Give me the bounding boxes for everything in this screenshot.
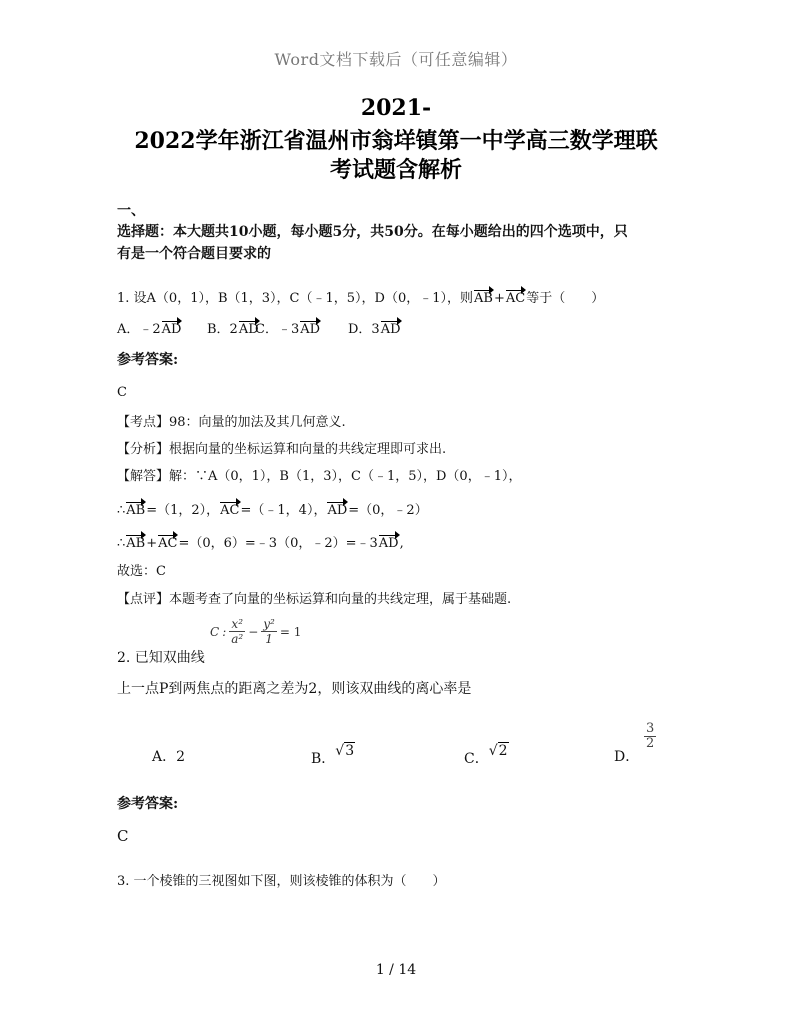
q1-step1-therefore: ∴ — [117, 503, 126, 518]
q1-answer-label: 参考答案: — [117, 352, 179, 368]
q1-conclusion: 故选：C — [117, 564, 166, 579]
q2-option-a: A．2 — [152, 749, 186, 765]
q1-jieda: 【解答】解：∵A（0，1），B（1，3），C（﹣1，5），D（0，﹣1）， — [117, 469, 522, 484]
section-instructions-line2: 有是一个符合题目要求的 — [117, 246, 271, 262]
title-line-2: 2022学年浙江省温州市翁垟镇第一中学高三数学理联 — [134, 128, 658, 154]
q1-step2-value: =（0，6）=﹣3（0，﹣2）=﹣3 — [178, 536, 378, 551]
q1-step2-vector-ad: AD — [378, 536, 399, 551]
q2-eq-a2: a² — [231, 632, 244, 646]
q2-option-c-radicand: 2 — [498, 743, 508, 759]
q2-eq-x-fraction — [229, 617, 245, 646]
q1-option-b — [207, 318, 260, 337]
q1-step1 — [117, 499, 428, 518]
q2-option-b — [311, 740, 355, 767]
page-number: 1 / 14 — [375, 962, 417, 978]
section-number: 一、 — [117, 203, 145, 219]
q1-step2-vector-ab: AB — [126, 536, 146, 551]
q2-line2: 上一点P到两焦点的距离之差为2，则该双曲线的离心率是 — [117, 681, 472, 697]
q2-eq-x2: x² — [231, 617, 243, 631]
q3-text: 3. 一个棱锥的三视图如下图，则该棱锥的体积为（ ） — [117, 874, 446, 889]
q1-vector-ab: AB — [474, 291, 493, 306]
q1-option-c-label: C．﹣3 — [255, 322, 300, 337]
q1-option-d — [348, 318, 402, 337]
q1-option-c-vector: AD — [300, 322, 321, 337]
q2-eq-c: C — [210, 624, 220, 639]
q1-step2-vector-ac: AC — [158, 536, 178, 551]
q2-option-d-denominator: 2 — [646, 736, 655, 751]
q2-option-c-sqrt: √2 — [488, 743, 508, 759]
q1-option-d-label: D．3 — [348, 322, 380, 337]
q1-option-a — [117, 318, 182, 337]
q1-option-b-label: B．2 — [207, 322, 238, 337]
page-header: Word文档下载后（可任意编辑） — [274, 50, 518, 69]
q2-option-c — [464, 740, 509, 767]
q1-step2-plus: + — [146, 536, 158, 551]
q2-option-b-label: B． — [311, 751, 336, 767]
q1-option-b-vector: AD — [238, 322, 259, 337]
q1-step1-ac-value: =（﹣1，4）， — [240, 503, 327, 518]
q1-step1-vector-ab: AB — [126, 503, 146, 518]
q1-step1-ab-value: =（1，2）， — [146, 503, 220, 518]
q1-vector-ac: AC — [505, 291, 526, 306]
q2-answer: C — [117, 827, 129, 845]
q1-option-a-vector: AD — [161, 322, 182, 337]
q2-hyperbola-equation — [210, 617, 301, 646]
title-line-3: 考试题含解析 — [329, 157, 462, 183]
q2-option-c-label: C． — [464, 751, 489, 767]
q1-step2 — [117, 532, 404, 551]
q1-step2-end: , — [399, 536, 404, 551]
q1-option-a-label: A．﹣2 — [117, 322, 161, 337]
q1-step1-vector-ac: AC — [220, 503, 240, 518]
q2-eq-minus: − — [248, 624, 259, 639]
q2-answer-label: 参考答案: — [117, 796, 179, 812]
q1-fenxi: 【分析】根据向量的坐标运算和向量的共线定理即可求出. — [117, 442, 447, 457]
section-instructions-line1: 选择题：本大题共10小题，每小题5分，共50分。在每小题给出的四个选项中，只 — [117, 224, 628, 240]
q2-eq-y-fraction — [261, 617, 277, 646]
q1-plus: + — [493, 291, 505, 306]
q1-kaodian: 【考点】98：向量的加法及其几何意义. — [117, 415, 346, 430]
q1-answer: C — [117, 385, 127, 400]
q2-eq-denominator: 1 — [265, 632, 273, 646]
q1-prefix: 1. 设A（0，1），B（1，3），C（﹣1，5），D（0，﹣1），则 — [117, 291, 474, 306]
title-line-1: 2021- — [360, 95, 432, 121]
q1-suffix: 等于（ ） — [526, 291, 605, 306]
q2-prefix: 2. 已知双曲线 — [117, 650, 205, 666]
q1-option-d-vector: AD — [380, 322, 401, 337]
q2-eq-y2: y² — [263, 617, 275, 631]
q2-option-d-label: D． — [614, 749, 640, 765]
q1-option-c — [255, 318, 321, 337]
q1-stem — [117, 287, 604, 306]
q1-dianping: 【点评】本题考查了向量的坐标运算和向量的共线定理，属于基础题. — [117, 592, 512, 607]
q2-eq-rhs: = 1 — [279, 624, 302, 639]
q1-step1-ad-value: =（0，﹣2） — [348, 503, 428, 518]
q2-option-d-fraction — [644, 722, 656, 751]
q1-step2-therefore: ∴ — [117, 536, 126, 551]
q2-option-b-sqrt: √3 — [335, 743, 355, 759]
q2-option-d-numerator: 3 — [646, 721, 655, 736]
q1-step1-vector-ad: AD — [327, 503, 348, 518]
q2-option-b-radicand: 3 — [345, 743, 355, 759]
q2-eq-colon: : — [222, 624, 227, 639]
